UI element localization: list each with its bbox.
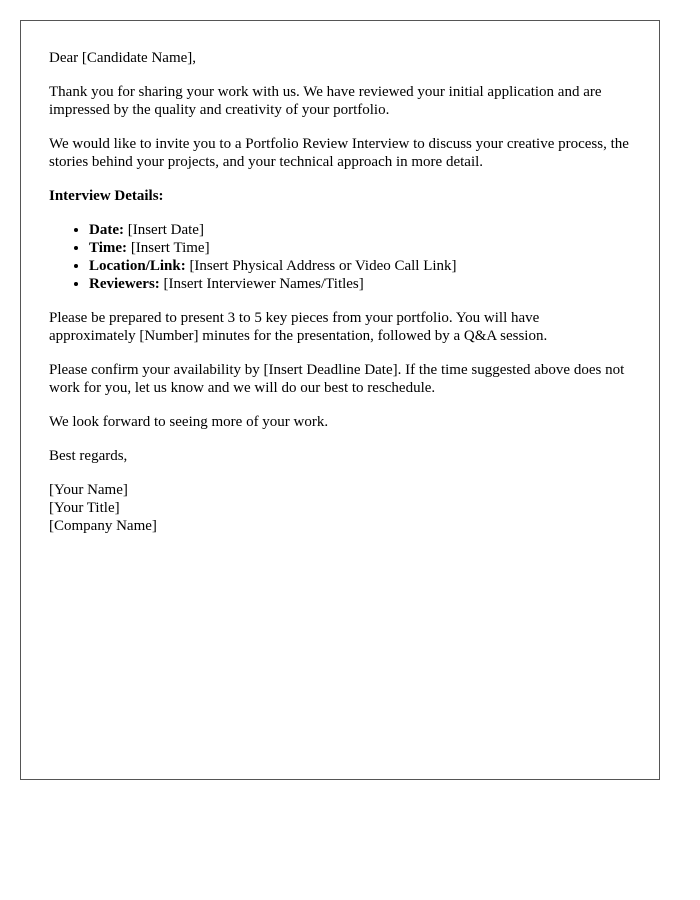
interview-details-heading: Interview Details: <box>49 188 164 204</box>
signature-title: [Your Title] <box>49 500 120 516</box>
letter-body <box>49 49 629 535</box>
invitation-paragraph: We would like to invite you to a Portfolio Review Interview to discuss your creative process, the stories behind your projects, and your technical approach in more detail. <box>49 136 629 170</box>
look-forward-paragraph: We look forward to seeing more of your work. <box>49 414 329 430</box>
detail-location <box>89 257 629 275</box>
detail-value: [Insert Date] <box>123 222 204 238</box>
detail-value: [Insert Time] <box>127 240 210 256</box>
detail-label: Time: <box>89 240 128 256</box>
detail-reviewers <box>89 275 629 293</box>
detail-label: Date: <box>89 222 124 238</box>
letter-page <box>20 20 660 780</box>
signoff: Best regards, <box>49 448 128 464</box>
preparation-paragraph: Please be prepared to present 3 to 5 key pieces from your portfolio. You will have approximately [Number] minutes for the presentation, followed by a Q&A session. <box>49 310 548 344</box>
signature-block <box>49 481 629 535</box>
detail-label: Location/Link: <box>89 258 186 274</box>
signature-company: [Company Name] <box>49 518 157 534</box>
intro-paragraph: Thank you for sharing your work with us. We have reviewed your initial application and are impressed by the quality and creativity of your portfolio. <box>49 84 602 118</box>
detail-time <box>89 239 629 257</box>
detail-label: Reviewers: <box>89 276 160 292</box>
salutation: Dear [Candidate Name], <box>49 50 197 66</box>
detail-value: [Insert Physical Address or Video Call Link] <box>185 258 457 274</box>
signature-name: [Your Name] <box>49 482 128 498</box>
confirmation-paragraph: Please confirm your availability by [Insert Deadline Date]. If the time suggested above does not work for you, let us know and we will do our best to reschedule. <box>49 362 625 396</box>
detail-date <box>89 221 629 239</box>
interview-details-list <box>49 221 629 293</box>
detail-value: [Insert Interviewer Names/Titles] <box>159 276 364 292</box>
